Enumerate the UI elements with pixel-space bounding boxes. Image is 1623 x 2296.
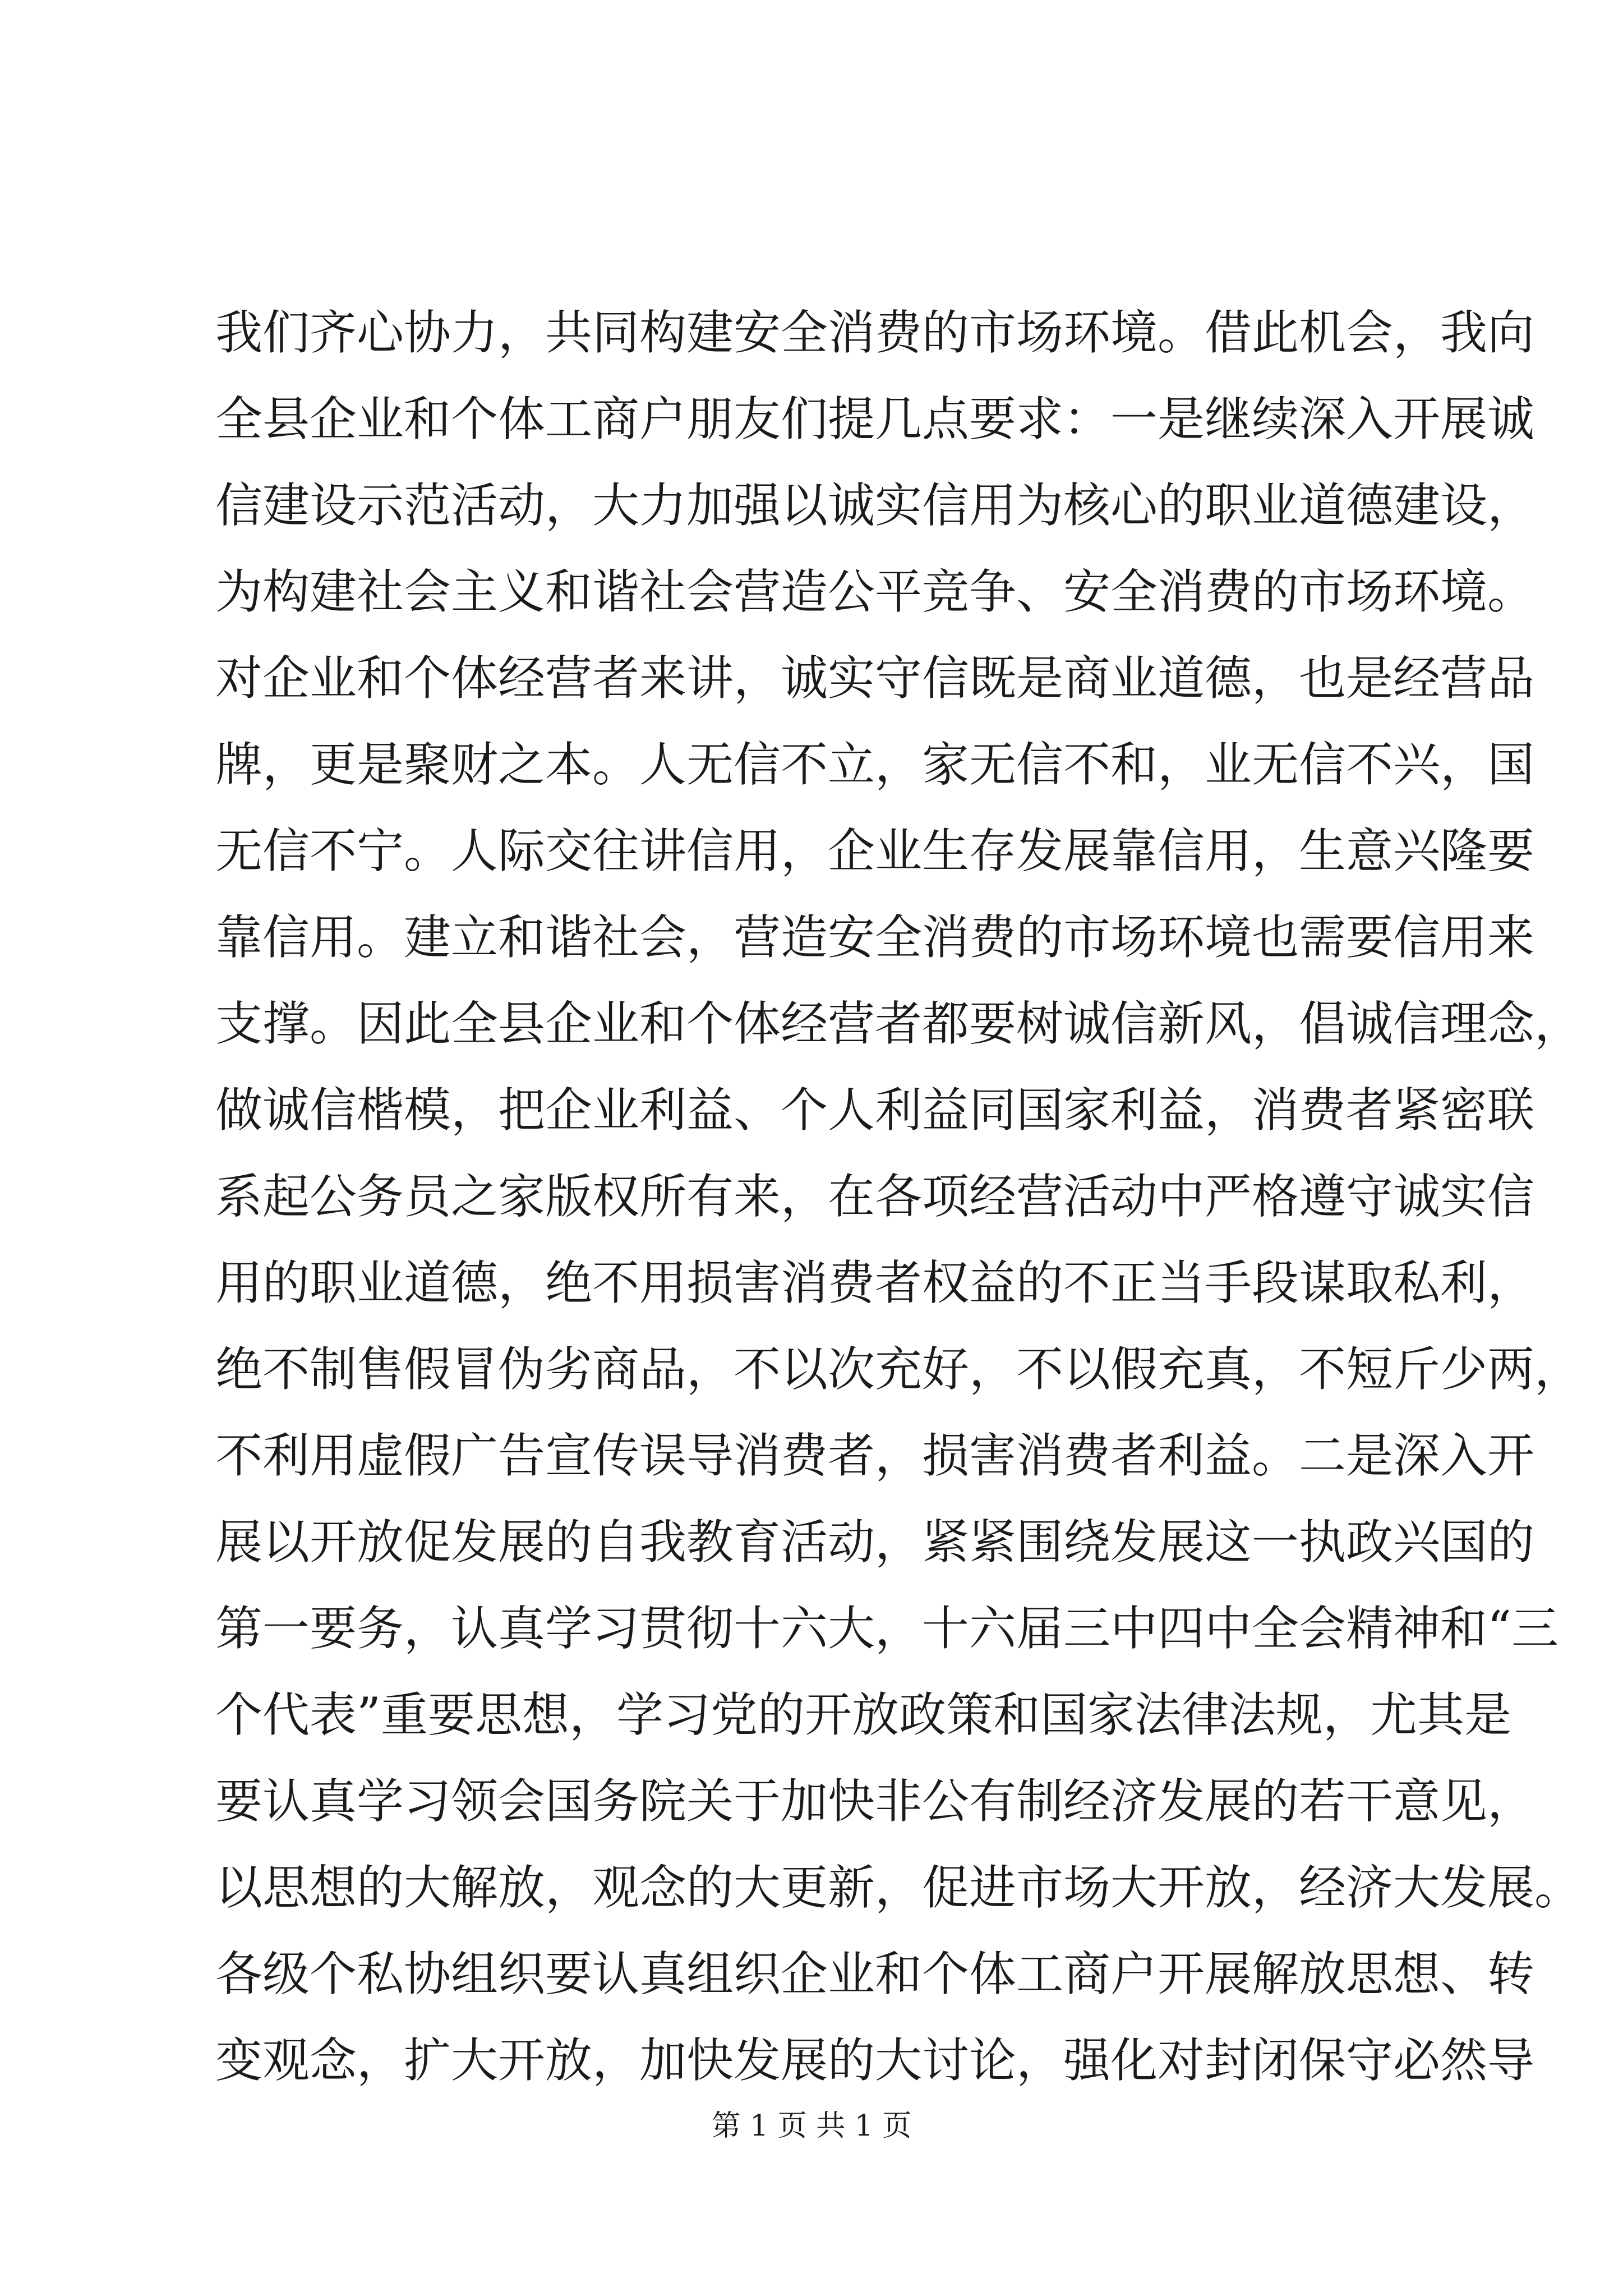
text-line: 无信不宁。人际交往讲信用，企业生存发展靠信用，生意兴隆要 xyxy=(215,823,1535,878)
page-footer xyxy=(0,2108,1623,2144)
text-line: 全县企业和个体工商户朋友们提几点要求：一是继续深入开展诚 xyxy=(215,392,1535,447)
page-number-label: 第 1 页 共 1 页 xyxy=(711,2109,912,2143)
text-line: 靠信用。建立和谐社会，营造安全消费的市场环境也需要信用来 xyxy=(215,910,1535,965)
text-line: 以思想的大解放，观念的大更新，促进市场大开放，经济大发展。 xyxy=(215,1860,1582,1915)
text-line: 信建设示范活动，大力加强以诚实信用为核心的职业道德建设， xyxy=(215,478,1535,533)
text-line: 对企业和个体经营者来讲，诚实守信既是商业道德，也是经营品 xyxy=(215,651,1535,706)
text-line: 绝不制售假冒伪劣商品，不以次充好，不以假充真，不短斤少两， xyxy=(215,1342,1582,1397)
text-line: 支撑。因此全县企业和个体经营者都要树诚信新风，倡诚信理念， xyxy=(215,996,1582,1051)
text-line: 第一要务，认真学习贯彻十六大，十六届三中四中全会精神和“三 xyxy=(215,1601,1559,1656)
text-line: 展以开放促发展的自我教育活动，紧紧围绕发展这一执政兴国的 xyxy=(215,1515,1535,1570)
text-line: 个代表”重要思想，学习党的开放政策和国家法律法规，尤其是 xyxy=(215,1687,1511,1742)
text-line: 我们齐心协力，共同构建安全消费的市场环境。借此机会，我向 xyxy=(215,305,1535,360)
text-line: 要认真学习领会国务院关于加快非公有制经济发展的若干意见， xyxy=(215,1774,1535,1829)
text-line: 不利用虚假广告宣传误导消费者，损害消费者利益。二是深入开 xyxy=(215,1428,1535,1483)
body-text xyxy=(215,289,1582,2104)
text-line: 各级个私协组织要认真组织企业和个体工商户开展解放思想、转 xyxy=(215,1947,1535,2001)
text-line: 用的职业道德，绝不用损害消费者权益的不正当手段谋取私利， xyxy=(215,1255,1535,1310)
text-line: 为构建社会主义和谐社会营造公平竞争、安全消费的市场环境。 xyxy=(215,564,1535,619)
text-line: 牌，更是聚财之本。人无信不立，家无信不和，业无信不兴，国 xyxy=(215,737,1535,792)
text-line: 系起公务员之家版权所有来，在各项经营活动中严格遵守诚实信 xyxy=(215,1169,1535,1224)
text-line: 变观念，扩大开放，加快发展的大讨论，强化对封闭保守必然导 xyxy=(215,2033,1535,2088)
text-line: 做诚信楷模，把企业利益、个人利益同国家利益，消费者紧密联 xyxy=(215,1083,1535,1138)
